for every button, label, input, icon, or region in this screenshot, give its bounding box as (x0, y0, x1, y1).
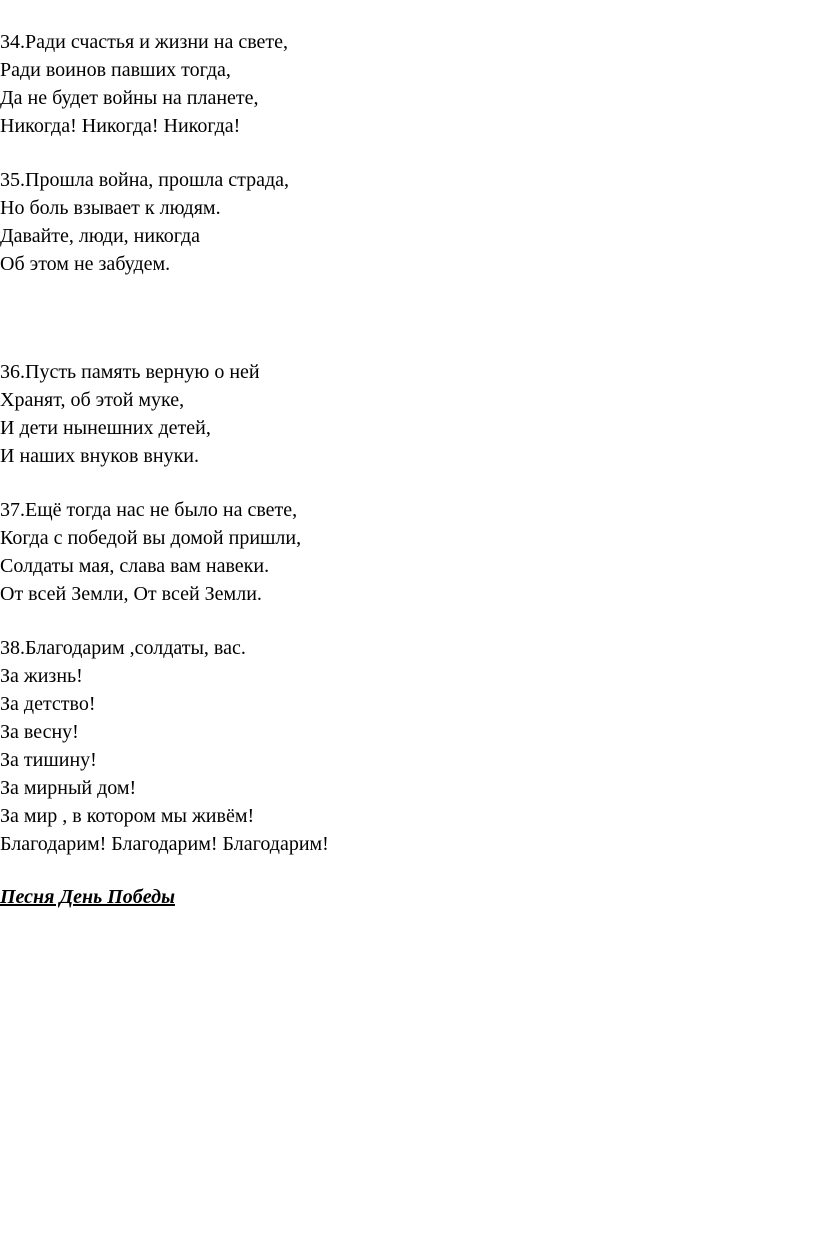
verse-line: И дети нынешних детей, (0, 417, 211, 439)
verse-line: 37.Ещё тогда нас не было на свете, (0, 499, 298, 521)
verse-line: Благодарим! Благодарим! Благодарим! (0, 833, 329, 855)
verse-line: За мирный дом! (0, 777, 137, 799)
verse-line: Да не будет войны на планете, (0, 87, 259, 109)
stanza-34 (0, 28, 288, 140)
verse-line: За весну! (0, 721, 79, 743)
verse-line: 38.Благодарим ,солдаты, вас. (0, 637, 246, 659)
stanza-36 (0, 358, 260, 470)
verse-line: Когда с победой вы домой пришли, (0, 527, 302, 549)
stanza-37 (0, 496, 301, 608)
verse-line: От всей Земли, От всей Земли. (0, 583, 262, 605)
stanza-38 (0, 634, 329, 858)
verse-line: Хранят, об этой муке, (0, 389, 185, 411)
verse-line: 34.Ради счастья и жизни на свете, (0, 31, 289, 53)
verse-line: За тишину! (0, 749, 97, 771)
verse-line: И наших внуков внуки. (0, 445, 199, 467)
stanza-35 (0, 166, 289, 278)
verse-line: За мир , в котором мы живём! (0, 805, 255, 827)
verse-line: Никогда! Никогда! Никогда! (0, 115, 241, 137)
verse-line: 36.Пусть память верную о ней (0, 361, 260, 383)
verse-line: Об этом не забудем. (0, 253, 171, 275)
verse-line: Но боль взывает к людям. (0, 197, 221, 219)
verse-line: За детство! (0, 693, 96, 715)
verse-line: За жизнь! (0, 665, 83, 687)
song-title: Песня День Победы (0, 886, 175, 908)
verse-line: Солдаты мая, слава вам навеки. (0, 555, 270, 577)
verse-line: Давайте, люди, никогда (0, 225, 201, 247)
verse-line: Ради воинов павших тогда, (0, 59, 231, 81)
verse-line: 35.Прошла война, прошла страда, (0, 169, 290, 191)
